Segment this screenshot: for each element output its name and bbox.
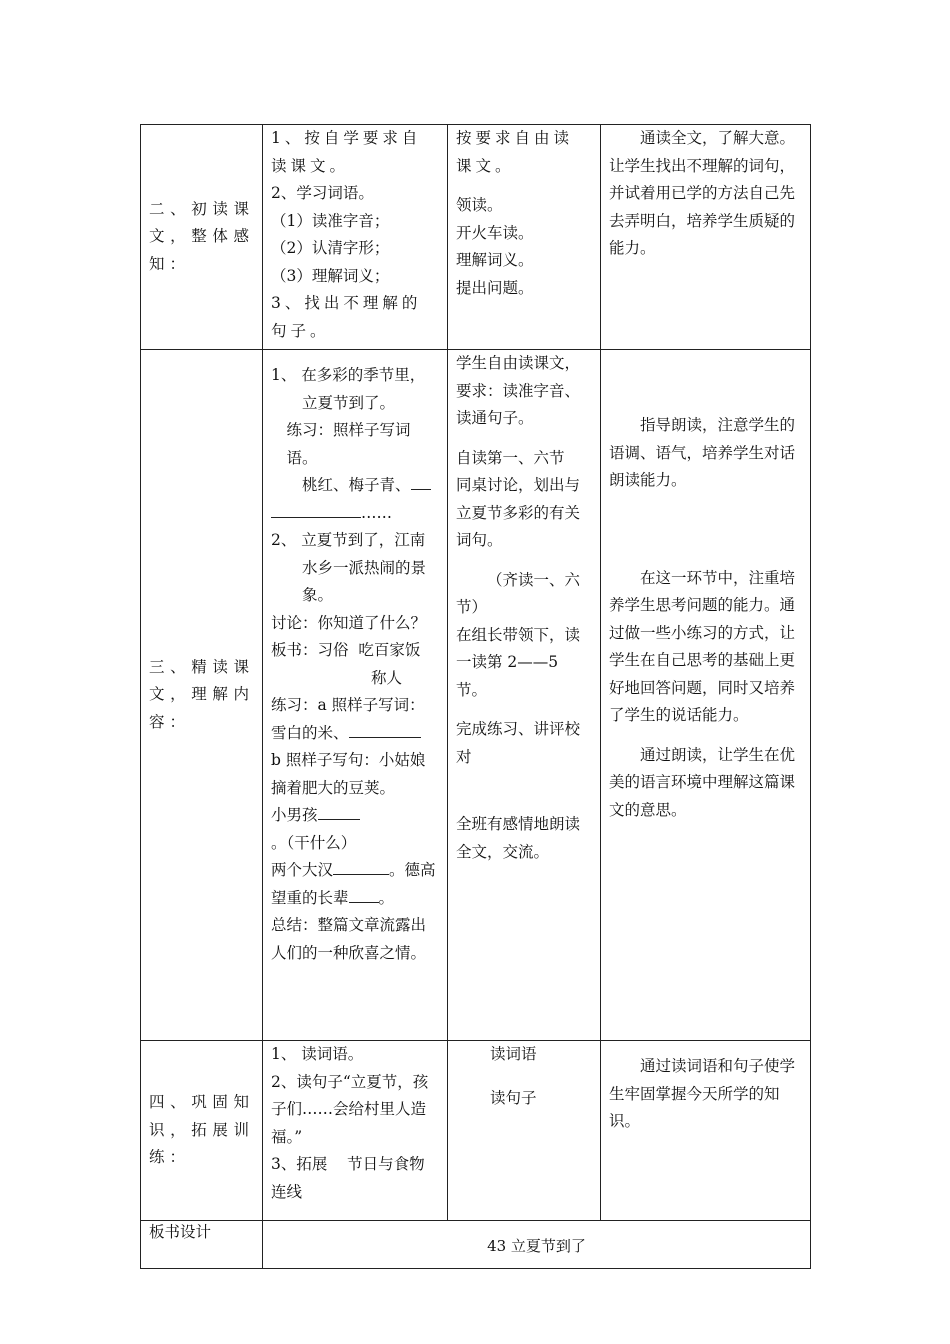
student-line: 理解词义。 — [456, 251, 534, 269]
student-line: （齐读一、六节） — [456, 570, 581, 616]
intent-paragraph: 通过朗读，让学生在优美的语言环境中理解这篇课文的意思。 — [609, 745, 796, 819]
intent-paragraph: 指导朗读，注意学生的语调、语气，培养学生对话朗读能力。 — [609, 416, 796, 489]
student-line: 全班有感情地朗读全文，交流。 — [456, 815, 581, 861]
teacher-line: 两个大汉 。德高望重的长辈 。 — [271, 857, 439, 912]
stage-cell: 二、初读课文，整体感知： — [141, 125, 263, 350]
stage-cell: 四、巩固知识，拓展训练： — [141, 1041, 263, 1221]
board-design-row — [141, 1221, 811, 1269]
intent-paragraph: 通过读词语和句子使学生牢固掌握今天所学的知识。 — [609, 1057, 796, 1130]
stage-row-reading — [141, 125, 811, 350]
student-line: 同桌讨论，划出与立夏节多彩的有关词句。 — [456, 476, 581, 549]
stage-row-consolidation — [141, 1041, 811, 1221]
intent-paragraph: 在这一环节中，注重培养学生思考问题的能力。通过做一些小练习的方式，让学生在自己思考的基础上更好地回答问题，同时又培养了学生的说话能力。 — [609, 568, 796, 724]
teacher-line: 雪白的米、 — [271, 720, 439, 748]
student-line: 读句子 — [490, 1088, 537, 1107]
board-title: 43 立夏节到了 — [487, 1237, 586, 1255]
teacher-line: 2、 立夏节到了，江南水乡一派热闹的景象。 — [271, 531, 427, 604]
teacher-line: 2、学习词语。 — [271, 184, 374, 202]
student-line: 在组长带领下，读一读第 2——5 节。 — [456, 625, 581, 699]
teacher-line: 练习：a 照样子写词： — [271, 696, 425, 714]
teacher-line: 练习：照样子写词语。 — [286, 421, 411, 467]
teacher-activity-cell — [263, 350, 448, 1041]
design-intent-cell — [601, 350, 811, 1041]
stage-row-close-reading — [141, 350, 811, 1041]
student-line: 开火车读。 — [456, 223, 534, 242]
student-line: 按要求自由读课文。 — [456, 129, 574, 175]
teacher-line: 讨论：你知道了什么？ — [271, 613, 427, 632]
board-design-content — [263, 1221, 811, 1269]
teacher-line: 桃红、梅子青、 — [271, 472, 439, 500]
student-activity-cell — [448, 1041, 601, 1221]
teacher-line: 2、读句子“立夏节，孩子们……会给村里人造福。” — [271, 1072, 429, 1146]
teacher-line: …… — [271, 500, 439, 528]
teacher-line: （2）认清字形； — [271, 239, 390, 257]
teacher-activity-cell — [263, 1041, 448, 1221]
teacher-line: 板书：习俗 吃百家饭 — [271, 641, 421, 659]
teacher-line: 1、 读词语。 — [271, 1045, 364, 1063]
teacher-line: 总结：整篇文章流露出人们的一种欣喜之情。 — [271, 916, 427, 962]
board-design-label: 板书设计 — [141, 1221, 263, 1269]
teacher-line: 称人 — [371, 668, 403, 687]
intent-paragraph: 通读全文，了解大意。让学生找出不理解的词句，并试着用已学的方法自己先去弄明白，培养学生质疑的能力。 — [609, 129, 796, 257]
design-intent-cell — [601, 1041, 811, 1221]
student-activity-cell — [448, 125, 601, 350]
student-line: 自读第一、六节 — [456, 448, 565, 467]
teacher-line: （3）理解词义； — [271, 266, 390, 285]
student-line: 提出问题。 — [456, 278, 534, 297]
teacher-line: 3、拓展 节日与食物连线 — [271, 1155, 425, 1201]
teacher-line: 1、按自学要求自读课文。 — [271, 129, 422, 175]
student-line: 完成练习、讲评校对 — [456, 720, 581, 766]
teacher-line: b 照样子写句：小姑娘摘着肥大的豆荚。 — [271, 751, 426, 797]
teacher-line: 立夏节到了。 — [302, 393, 396, 412]
teacher-activity-cell — [263, 125, 448, 350]
teacher-line: 1、 在多彩的季节里， — [271, 366, 426, 384]
student-line: 学生自由读课文，要求：读准字音、读通句子。 — [456, 354, 581, 427]
design-intent-cell — [601, 125, 811, 350]
teacher-line: 3、找出不理解的句子。 — [271, 294, 422, 340]
teacher-line: 小男孩。（干什么） — [271, 802, 439, 857]
lesson-plan-table — [140, 124, 811, 1269]
teacher-line: （1）读准字音； — [271, 211, 390, 230]
student-activity-cell — [448, 350, 601, 1041]
student-line: 领读。 — [456, 196, 503, 214]
student-line: 读词语 — [490, 1045, 537, 1063]
stage-cell: 三、精读课文，理解内容： — [141, 350, 263, 1041]
